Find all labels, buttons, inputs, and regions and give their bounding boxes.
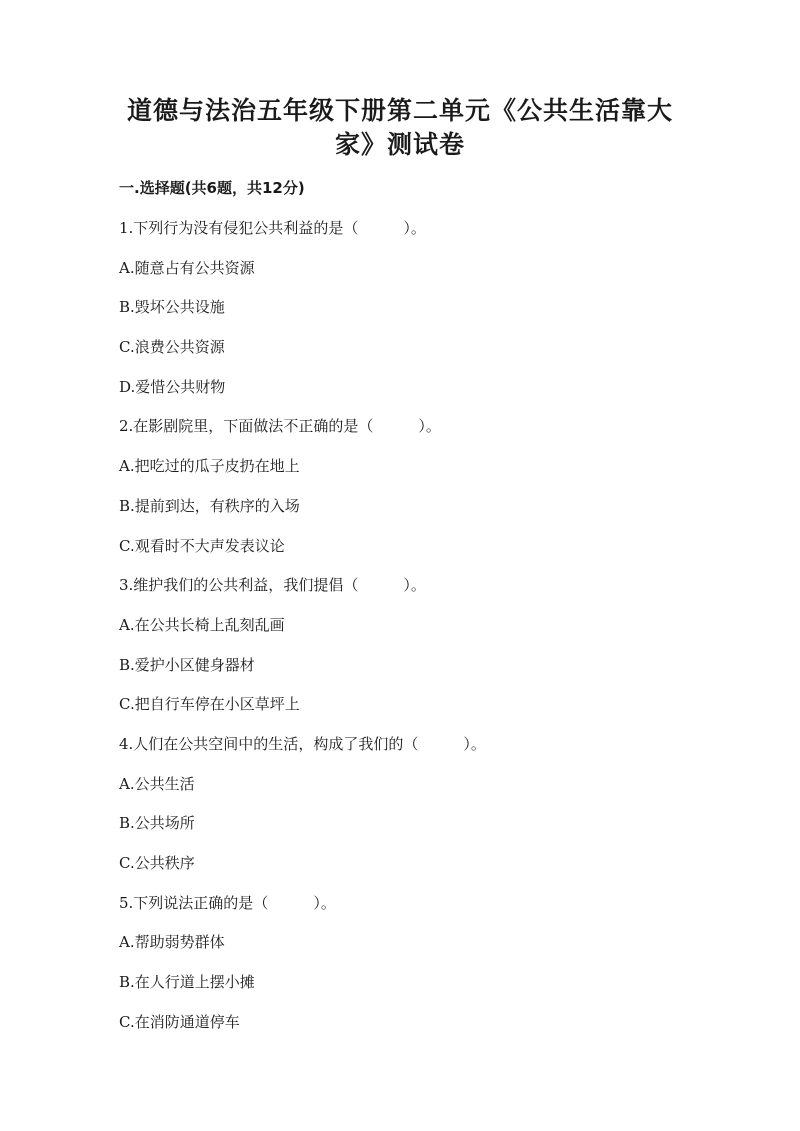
- document-title: [120, 94, 680, 162]
- question-4-option-b: B.公共场所: [119, 814, 195, 833]
- question-3-stem: 3.维护我们的公共利益，我们提倡（ ）。: [119, 576, 426, 595]
- question-5-stem: 5.下列说法正确的是（ ）。: [119, 893, 336, 912]
- question-2-option-b: B.提前到达，有秩序的入场: [119, 496, 300, 515]
- question-5-option-b: B.在人行道上摆小摊: [119, 973, 255, 992]
- question-5-option-c: C.在消防通道停车: [119, 1012, 240, 1031]
- question-list: [119, 217, 719, 1050]
- question-1-option-d: D.爱惜公共财物: [119, 377, 226, 396]
- question-1-stem: 1.下列行为没有侵犯公共利益的是（ ）。: [119, 219, 426, 237]
- question-2-option-c: C.观看时不大声发表议论: [119, 536, 285, 555]
- section-heading: 一.选择题(共6题，共12分): [119, 179, 305, 197]
- question-4-stem: 4.人们在公共空间中的生活，构成了我们的（ ）。: [119, 734, 486, 753]
- question-3-option-b: B.爱护小区健身器材: [119, 655, 255, 674]
- question-2-option-a: A.把吃过的瓜子皮扔在地上: [119, 457, 300, 476]
- question-1-option-c: C.浪费公共资源: [119, 338, 225, 357]
- title-line-2: 家》测试卷: [334, 130, 465, 159]
- question-4-option-c: C.公共秩序: [119, 854, 195, 872]
- question-4-option-a: A.公共生活: [119, 774, 195, 793]
- question-2-stem: 2.在影剧院里，下面做法不正确的是（ ）。: [119, 417, 441, 436]
- question-1-option-a: A.随意占有公共资源: [119, 258, 255, 277]
- title-line-1: 道德与法治五年级下册第二单元《公共生活靠大: [126, 96, 673, 125]
- question-3-option-a: A.在公共长椅上乱刻乱画: [119, 615, 285, 634]
- question-5-option-a: A.帮助弱势群体: [119, 933, 225, 952]
- question-1-option-b: B.毁坏公共设施: [119, 298, 225, 317]
- question-3-option-c: C.把自行车停在小区草坪上: [119, 695, 300, 714]
